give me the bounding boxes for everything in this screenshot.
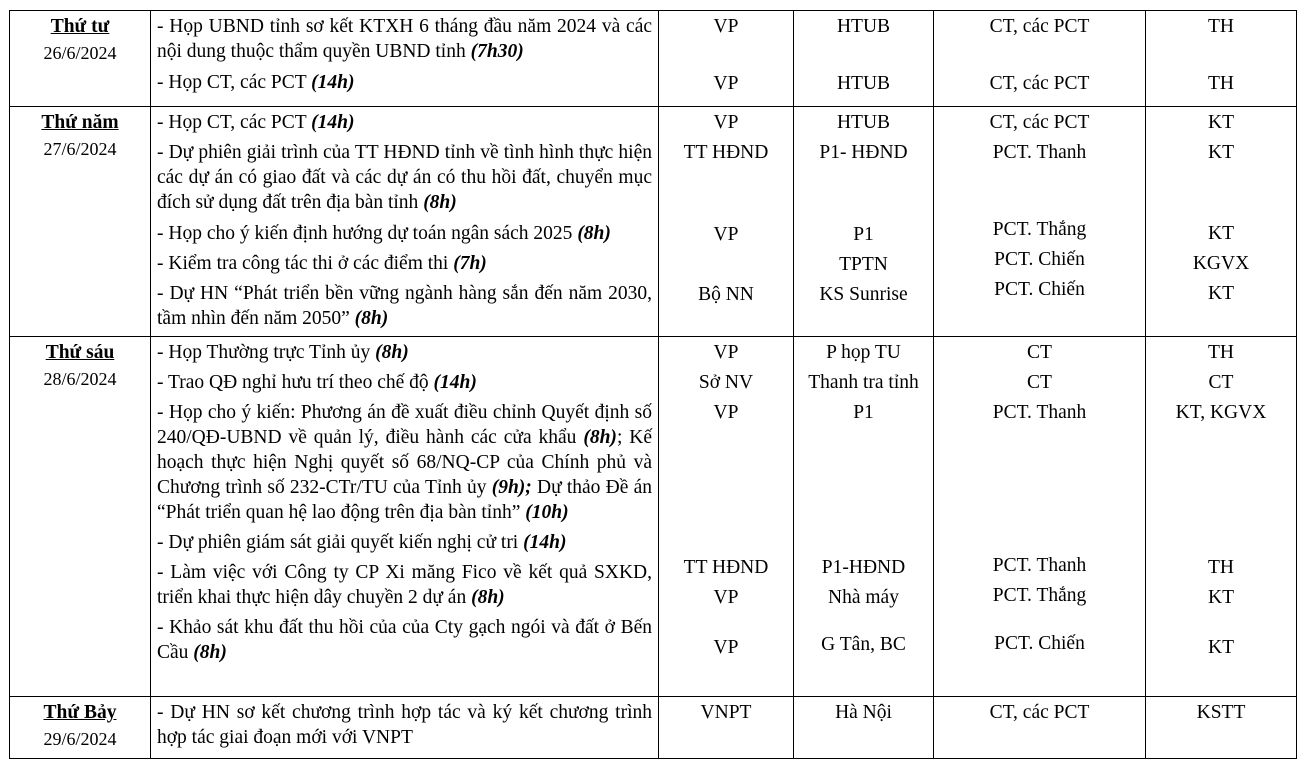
item-time: (10h) bbox=[525, 502, 569, 523]
item-place: KS Sunrise bbox=[819, 284, 908, 305]
item-place: P1-HĐND bbox=[821, 557, 906, 578]
item-text: Dự thảo Đề án “Phát triển quan hệ lao động trên địa bàn tỉnh” bbox=[157, 477, 652, 523]
item-lead: CT, các PCT bbox=[989, 112, 1090, 133]
lead-cell bbox=[934, 107, 1146, 337]
item-host: VP bbox=[713, 402, 739, 423]
item-unit: TH bbox=[1208, 557, 1234, 578]
item-lead: PCT. Chiến bbox=[994, 279, 1085, 300]
item-text: - Kiểm tra công tác thi ở các điểm thi bbox=[157, 253, 449, 274]
item-unit: KGVX bbox=[1192, 253, 1250, 274]
day-date: 29/6/2024 bbox=[43, 729, 117, 749]
item-text: - Họp CT, các PCT bbox=[157, 112, 307, 133]
item-unit: KT bbox=[1208, 142, 1234, 163]
item-host: Bộ NN bbox=[698, 284, 754, 305]
place-cell bbox=[794, 697, 934, 759]
item-unit: KT bbox=[1208, 283, 1234, 304]
lead-cell bbox=[934, 697, 1146, 759]
item-lead: CT, các PCT bbox=[989, 73, 1090, 94]
item-unit: TH bbox=[1208, 342, 1234, 363]
item-text: - Họp UBND tỉnh sơ kết KTXH 6 tháng đầu năm 2024 và các nội dung thuộc thẩm quyền UBND tỉnh bbox=[157, 16, 652, 62]
agenda-item bbox=[157, 110, 652, 135]
day-row-thursday bbox=[10, 107, 1297, 337]
item-lead: PCT. Chiến bbox=[994, 633, 1085, 654]
place-cell bbox=[794, 107, 934, 337]
item-unit: KT, KGVX bbox=[1175, 402, 1267, 423]
day-cell bbox=[10, 107, 151, 337]
item-text: ; Kế hoạch thực hiện Nghị quyết số 68/NQ-CP của Chính phủ và Chương trình số 232-CTr/TU của Tỉnh ủy bbox=[157, 427, 653, 498]
content-cell bbox=[151, 337, 659, 697]
item-place: G Tân, BC bbox=[821, 634, 906, 655]
day-cell bbox=[10, 697, 151, 759]
item-text: - Họp cho ý kiến định hướng dự toán ngân sách 2025 bbox=[157, 223, 573, 244]
item-place: Nhà máy bbox=[828, 587, 899, 608]
agenda-item bbox=[157, 700, 652, 750]
day-row-friday bbox=[10, 337, 1297, 697]
item-text: - Trao QĐ nghỉ hưu trí theo chế độ bbox=[157, 372, 429, 393]
item-place: P1 bbox=[853, 402, 874, 423]
item-host: VP bbox=[713, 73, 739, 94]
item-place: TPTN bbox=[839, 254, 888, 275]
item-place: P1 bbox=[853, 224, 874, 245]
item-unit: TH bbox=[1208, 16, 1234, 37]
agenda-item bbox=[157, 281, 652, 331]
content-cell bbox=[151, 11, 659, 107]
item-time: (8h) bbox=[354, 308, 389, 329]
item-time: (8h) bbox=[471, 587, 505, 608]
item-host: Sở NV bbox=[698, 372, 754, 393]
agenda-item bbox=[157, 70, 652, 95]
item-unit: KT bbox=[1208, 112, 1234, 133]
agenda-item bbox=[157, 340, 652, 365]
agenda-item bbox=[157, 221, 652, 246]
item-time: (14h) bbox=[433, 372, 477, 393]
item-time: (9h); bbox=[491, 477, 532, 498]
day-name: Thứ năm bbox=[41, 112, 119, 133]
content-cell bbox=[151, 107, 659, 337]
item-text: - Dự phiên giám sát giải quyết kiến nghị cử tri bbox=[157, 532, 519, 553]
agenda-item bbox=[157, 251, 652, 276]
item-time: (8h) bbox=[583, 427, 617, 448]
lead-cell bbox=[934, 337, 1146, 697]
day-name: Thứ Bảy bbox=[43, 702, 117, 723]
day-name: Thứ tư bbox=[50, 16, 110, 37]
item-host: VP bbox=[713, 112, 739, 133]
content-cell bbox=[151, 697, 659, 759]
item-unit: TH bbox=[1208, 73, 1234, 94]
item-text: - Dự HN “Phát triển bền vững ngành hàng sắn đến năm 2030, tầm nhìn đến năm 2050” bbox=[157, 283, 652, 329]
item-host: TT HĐND bbox=[683, 557, 769, 578]
item-time: (8h) bbox=[375, 342, 409, 363]
item-place: P họp TU bbox=[826, 342, 901, 363]
day-name: Thứ sáu bbox=[45, 342, 115, 363]
agenda-item bbox=[157, 615, 652, 665]
item-place: Hà Nội bbox=[835, 702, 892, 723]
item-text: - Họp CT, các PCT bbox=[157, 72, 307, 93]
item-unit: KSTT bbox=[1196, 702, 1246, 723]
item-time: (7h30) bbox=[470, 41, 524, 62]
item-text: - Khảo sát khu đất thu hồi của của Cty gạch ngói và đất ở Bến Cầu bbox=[157, 617, 652, 663]
unit-cell bbox=[1146, 107, 1297, 337]
item-host: VP bbox=[713, 224, 739, 245]
item-place: HTUB bbox=[836, 73, 891, 94]
agenda-item bbox=[157, 140, 652, 215]
item-place: HTUB bbox=[836, 16, 891, 37]
item-time: (14h) bbox=[523, 532, 567, 553]
item-text: - Làm việc với Công ty CP Xi măng Fico về kết quả SXKD, triển khai thực hiện dây chuyền 2 dự án bbox=[157, 562, 652, 608]
place-cell bbox=[794, 337, 934, 697]
unit-cell bbox=[1146, 697, 1297, 759]
item-lead: PCT. Thắng bbox=[992, 219, 1087, 240]
item-lead: CT bbox=[1027, 342, 1052, 363]
item-time: (8h) bbox=[423, 192, 457, 213]
item-time: (8h) bbox=[577, 223, 611, 244]
unit-cell bbox=[1146, 337, 1297, 697]
item-host: VP bbox=[713, 342, 739, 363]
lead-cell bbox=[934, 11, 1146, 107]
item-lead: CT, các PCT bbox=[989, 702, 1090, 723]
item-lead: PCT. Chiến bbox=[994, 249, 1085, 270]
item-place: Thanh tra tỉnh bbox=[808, 372, 919, 393]
item-text: - Họp Thường trực Tỉnh ủy bbox=[157, 342, 371, 363]
schedule-table bbox=[9, 10, 1297, 759]
item-time: (14h) bbox=[311, 112, 355, 133]
day-row-wednesday bbox=[10, 11, 1297, 107]
day-cell bbox=[10, 11, 151, 107]
item-unit: KT bbox=[1208, 223, 1234, 244]
item-place: HTUB bbox=[836, 112, 891, 133]
item-time: (8h) bbox=[193, 642, 227, 663]
host-cell bbox=[659, 697, 794, 759]
day-cell bbox=[10, 337, 151, 697]
item-lead: PCT. Thanh bbox=[992, 402, 1087, 423]
item-time: (14h) bbox=[311, 72, 355, 93]
item-place: P1- HĐND bbox=[819, 142, 908, 163]
host-cell bbox=[659, 107, 794, 337]
day-date: 27/6/2024 bbox=[43, 139, 117, 159]
item-host bbox=[665, 252, 787, 282]
item-text: - Họp cho ý kiến: Phương án đề xuất điều chỉnh Quyết định số 240/QĐ-UBND về quản lý, điều hành các cửa khẩu bbox=[157, 402, 652, 448]
item-host: TT HĐND bbox=[683, 142, 769, 163]
agenda-item bbox=[157, 370, 652, 395]
agenda-item bbox=[157, 400, 652, 525]
item-host: VP bbox=[713, 637, 739, 658]
item-lead: PCT. Thanh bbox=[992, 142, 1087, 163]
item-lead: CT bbox=[1027, 372, 1052, 393]
host-cell bbox=[659, 11, 794, 107]
unit-cell bbox=[1146, 11, 1297, 107]
item-unit: KT bbox=[1208, 587, 1234, 608]
item-lead: CT, các PCT bbox=[989, 16, 1090, 37]
day-date: 28/6/2024 bbox=[43, 369, 117, 389]
item-unit: CT bbox=[1208, 372, 1234, 393]
day-row-saturday bbox=[10, 697, 1297, 759]
item-lead: PCT. Thanh bbox=[992, 555, 1087, 576]
item-text: - Dự phiên giải trình của TT HĐND tỉnh về tình hình thực hiện các dự án có giao đất và các dự án có thu hồi đất, chuyển mục đích sử dụng đất trên địa bàn tỉnh bbox=[157, 142, 652, 213]
agenda-item bbox=[157, 560, 652, 610]
place-cell bbox=[794, 11, 934, 107]
item-host: VP bbox=[713, 587, 739, 608]
agenda-item bbox=[157, 530, 652, 555]
host-cell bbox=[659, 337, 794, 697]
item-time: (7h) bbox=[453, 253, 487, 274]
day-date: 26/6/2024 bbox=[43, 43, 117, 63]
item-unit: KT bbox=[1208, 637, 1234, 658]
item-text: - Dự HN sơ kết chương trình hợp tác và ký kết chương trình hợp tác giai đoạn mới với VNPT bbox=[157, 702, 652, 748]
agenda-item bbox=[157, 14, 652, 64]
item-host: VNPT bbox=[700, 702, 752, 723]
item-lead: PCT. Thắng bbox=[992, 585, 1087, 606]
item-host: VP bbox=[713, 16, 739, 37]
